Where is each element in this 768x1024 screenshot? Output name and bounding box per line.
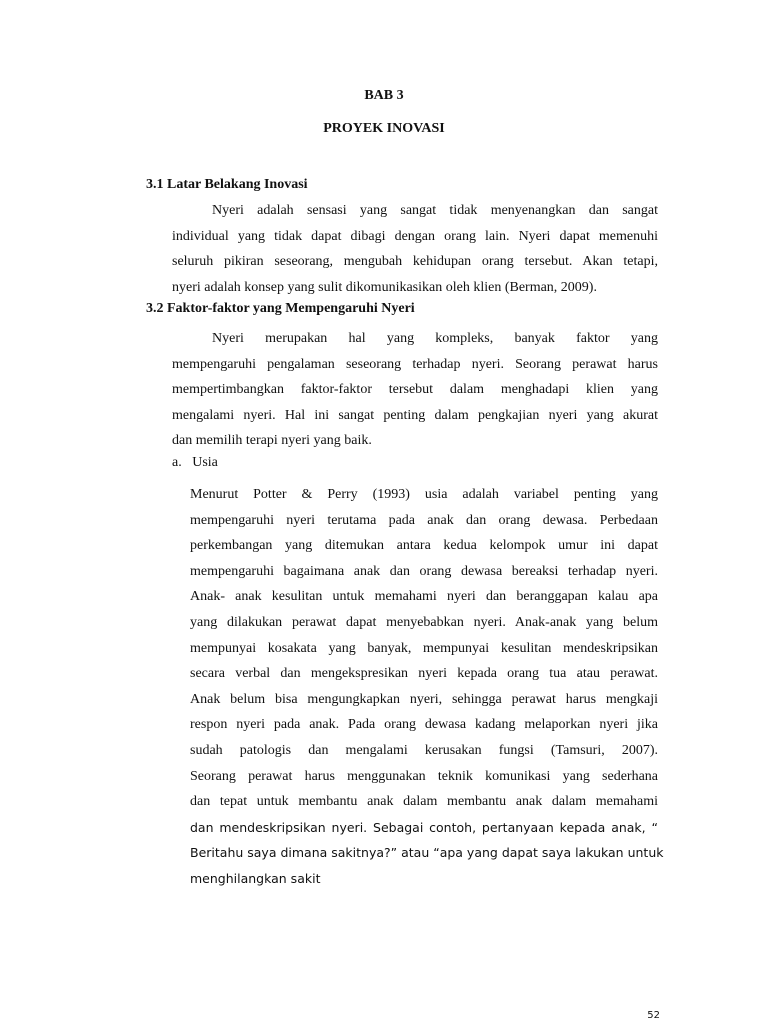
paragraph-line: mempengaruhi bagaimana anak dan orang dewasa bereaksi terhadap nyeri. xyxy=(190,563,658,579)
section-3-1-paragraph xyxy=(172,198,658,300)
paragraph-line: seluruh pikiran seseorang, mengubah kehidupan orang tersebut. Akan tetapi, xyxy=(172,254,658,269)
paragraph-line: Anak belum bisa mengungkapkan nyeri, sehingga perawat harus mengkaji xyxy=(190,691,658,707)
paragraph-line: perkembangan yang ditemukan antara kedua kelompok umur ini dapat xyxy=(190,538,658,554)
paragraph-line: sudah patologis dan mengalami kerusakan fungsi (Tamsuri, 2007). xyxy=(190,742,658,758)
paragraph-line: Nyeri merupakan hal yang kompleks, banyak faktor yang xyxy=(212,331,658,346)
paragraph-line: mengalami nyeri. Hal ini sangat penting dalam pengkajian nyeri yang akurat xyxy=(172,407,658,423)
paragraph-line: dan memilih terapi nyeri yang baik. xyxy=(172,433,372,448)
paragraph-line: mempunyai kosakata yang banyak, mempunyai kesulitan mendeskripsikan xyxy=(190,640,658,656)
paragraph-line: nyeri adalah konsep yang sulit dikomunikasikan oleh klien (Berman, 2009). xyxy=(172,279,597,295)
list-item-a-label: a. Usia xyxy=(172,455,218,470)
paragraph-line: Seorang perawat harus menggunakan teknik komunikasi yang sederhana xyxy=(190,768,658,784)
paragraph-line: secara verbal dan mengekspresikan nyeri kepada orang tua atau perawat. xyxy=(190,666,658,682)
section-heading-3-1: 3.1 Latar Belakang Inovasi xyxy=(146,177,308,192)
paragraph-line: dan mendeskripsikan nyeri. Sebagai contoh, pertanyaan kepada anak, “ xyxy=(190,819,658,835)
chapter-title: PROYEK INOVASI xyxy=(323,121,445,136)
paragraph-line: yang dilakukan perawat dapat menyebabkan nyeri. Anak-anak yang belum xyxy=(190,614,658,630)
paragraph-line: mempertimbangkan faktor-faktor tersebut dalam menghadapi klien yang xyxy=(172,382,658,397)
paragraph-line: Menurut Potter & Perry (1993) usia adalah variabel penting yang xyxy=(190,487,658,502)
paragraph-line: Anak- anak kesulitan untuk memahami nyeri dan beranggapan kalau apa xyxy=(190,589,658,605)
paragraph-line: Beritahu saya dimana sakitnya?” atau “apa yang dapat saya lakukan untuk xyxy=(190,845,664,861)
section-3-2-paragraph xyxy=(172,326,658,454)
paragraph-line: dan tepat untuk membantu anak dalam membantu anak dalam memahami xyxy=(190,794,658,810)
list-item-a-paragraph xyxy=(190,482,664,892)
paragraph-line: mempengaruhi nyeri terutama pada anak dan orang dewasa. Perbedaan xyxy=(190,512,658,528)
paragraph-line: menghilangkan sakit xyxy=(190,870,321,886)
paragraph-line: individual yang tidak dapat dibagi dengan orang lain. Nyeri dapat memenuhi xyxy=(172,228,658,244)
paragraph-line: Nyeri adalah sensasi yang sangat tidak menyenangkan dan sangat xyxy=(212,203,658,218)
paragraph-line: respon nyeri pada anak. Pada orang dewasa kadang melaporkan nyeri jika xyxy=(190,717,658,733)
paragraph-line: mempengaruhi pengalaman seseorang terhadap nyeri. Seorang perawat harus xyxy=(172,356,658,372)
chapter-label: BAB 3 xyxy=(364,88,404,103)
page-number: 52 xyxy=(647,1010,660,1021)
section-heading-3-2: 3.2 Faktor-faktor yang Mempengaruhi Nyeri xyxy=(146,301,415,316)
